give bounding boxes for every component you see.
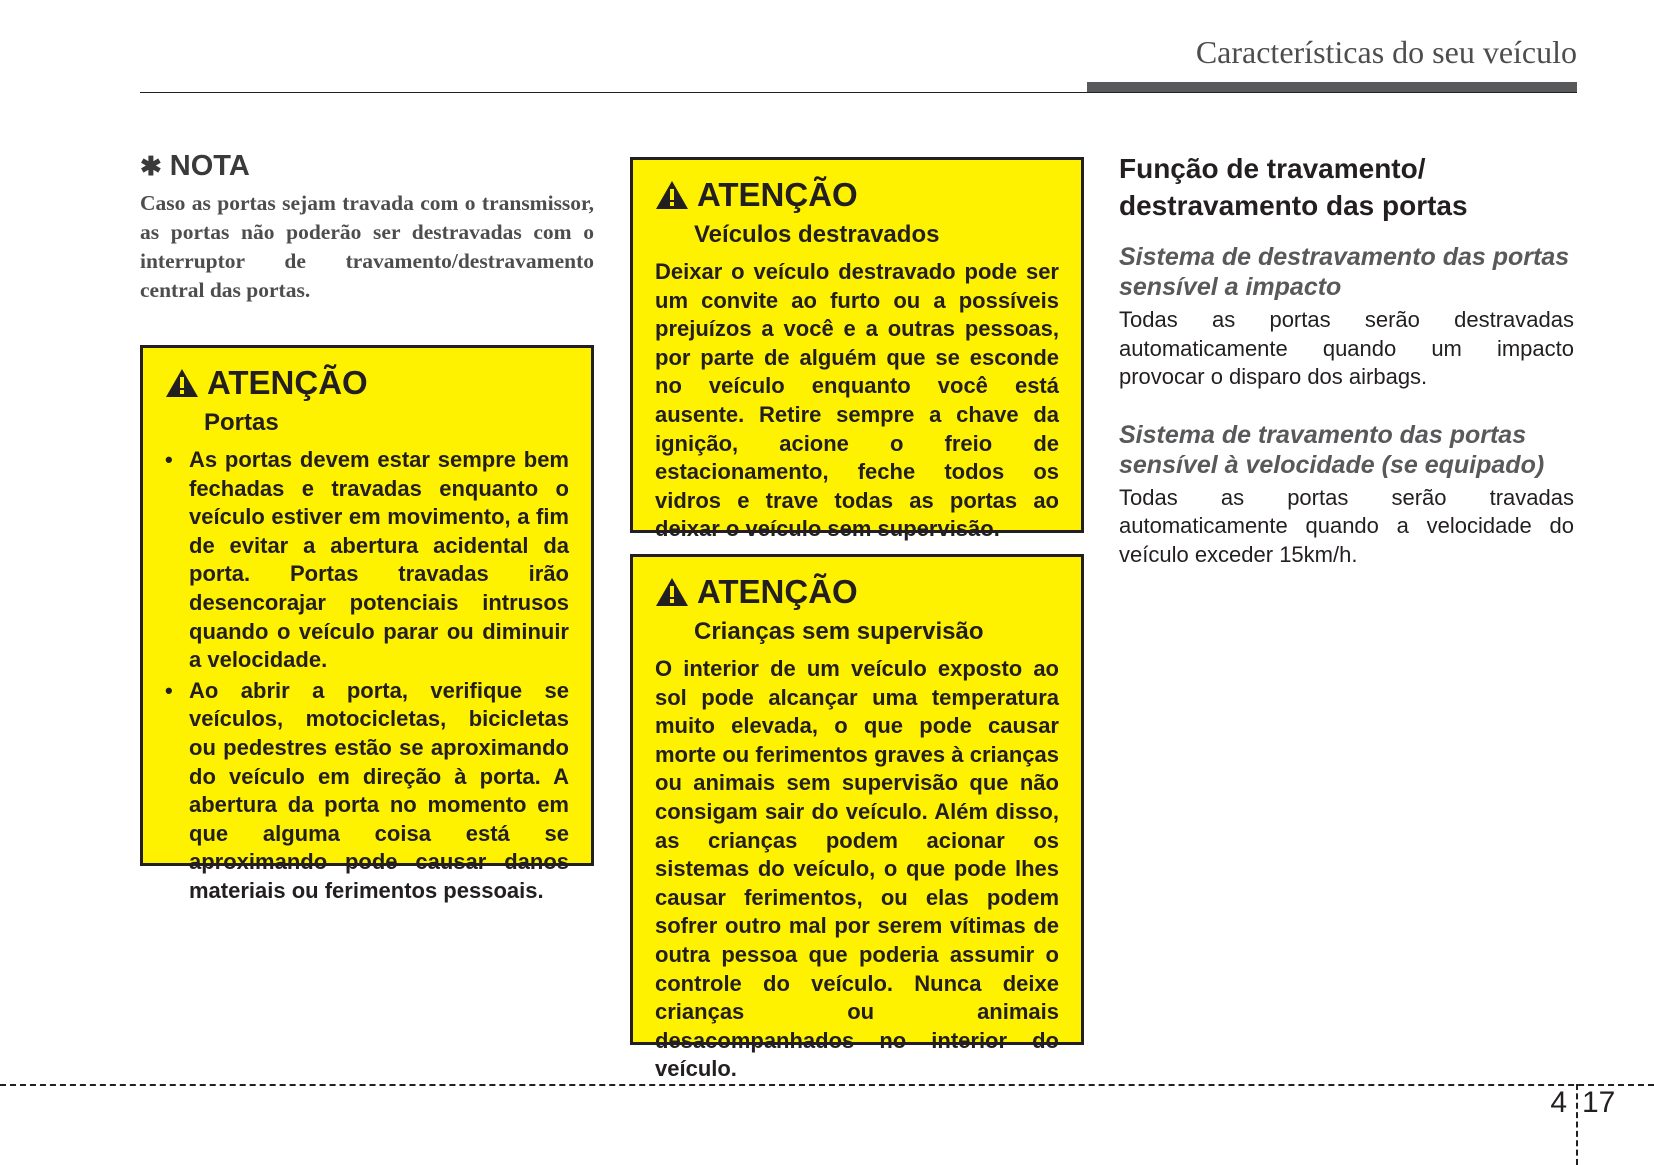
subsection-body: Todas as portas serão travadas automaticamente quando a velocidade do veículo exceder 15km/h. bbox=[1119, 484, 1574, 567]
page-header-title: Características do seu veículo bbox=[1195, 34, 1577, 70]
warning-title: ATENÇÃO bbox=[697, 176, 858, 213]
section-title: Função de travamento/ destravamento das portas bbox=[1119, 153, 1468, 221]
warning-unlocked-box bbox=[630, 157, 1084, 542]
list-item: • Ao abrir a porta, verifique se veículos, motocicletas, bicicletas ou pedestres estão se aproximando do veículo em direção à porta. A abertura da porta no momento em que alguma coisa está se aproximando pode causar danos materiais ou ferimentos pessoais. bbox=[165, 677, 569, 903]
warning-subtitle: Crianças sem supervisão bbox=[694, 618, 984, 645]
warning-body: O interior de um veículo exposto ao sol pode alcançar uma temperatura muito elevada, o que pode causar morte ou ferimentos graves à crianças ou animais sem supervisão que não consigam sair do veículo. Além disso, as crianças podem acionar os sistemas do veículo, o que pode lhes causar ferimentos, ou elas podem sofrer outro mal por serem vítimas de outra pessoa que poderia assumir o controle do veículo. Nunca deixe crianças ou animais desacompanhados no interior do veículo. bbox=[655, 656, 1059, 1082]
asterisk-icon: ✱ bbox=[140, 151, 162, 181]
section-column bbox=[1119, 150, 1574, 597]
chapter-number: 4 bbox=[1550, 1086, 1568, 1119]
warning-subtitle: Veículos destravados bbox=[694, 221, 940, 248]
warning-triangle-icon bbox=[165, 367, 199, 399]
warning-heading bbox=[165, 364, 569, 402]
note-title: NOTA bbox=[169, 150, 250, 182]
warning-children-box bbox=[630, 554, 1084, 1082]
footer-vertical-rule bbox=[1576, 1084, 1578, 1165]
warning-title: ATENÇÃO bbox=[697, 573, 858, 610]
subsection-title: Sistema de travamento das portas sensível à velocidade (se equipado) bbox=[1119, 420, 1545, 479]
note-heading bbox=[140, 150, 594, 183]
warning-doors-box bbox=[140, 345, 594, 903]
list-item: • As portas devem estar sempre bem fechadas e travadas enquanto o veículo estiver em movimento, a fim de evitar a abertura acidental da porta. Portas travadas irão desencorajar potenciais intrusos quando o veículo parar ou diminuir a velocidade. bbox=[165, 447, 569, 673]
warning-list bbox=[165, 446, 569, 906]
note-body: Caso as portas sejam travada com o transmissor, as portas não poderão ser destravadas com o interruptor de travamento/destravamento central das portas. bbox=[140, 191, 594, 302]
warning-heading bbox=[655, 176, 1059, 214]
subsection-title: Sistema de destravamento das portas sensível a impacto bbox=[1119, 243, 1570, 301]
warning-triangle-icon bbox=[655, 179, 689, 211]
subsection-body: Todas as portas serão destravadas automaticamente quando um impacto provocar o disparo dos airbags. bbox=[1119, 307, 1574, 389]
footer-dashed-rule bbox=[0, 1084, 1654, 1086]
header-rule bbox=[140, 92, 1577, 93]
page-number: 17 bbox=[1582, 1086, 1616, 1119]
warning-body: Deixar o veículo destravado pode ser um convite ao furto ou a possíveis prejuízos a você e a outras pessoas, por parte de alguém que se esconde no veículo enquanto você está ausente. Retire sempre a chave da ignição, acione o freio de estacionamento, feche todos os vidros e trave todas as portas ao deixar o veículo sem supervisão. bbox=[655, 259, 1059, 542]
warning-subtitle: Portas bbox=[204, 409, 279, 436]
note-block bbox=[140, 150, 594, 305]
warning-title: ATENÇÃO bbox=[207, 364, 368, 401]
warning-heading bbox=[655, 573, 1059, 611]
warning-triangle-icon bbox=[655, 576, 689, 608]
